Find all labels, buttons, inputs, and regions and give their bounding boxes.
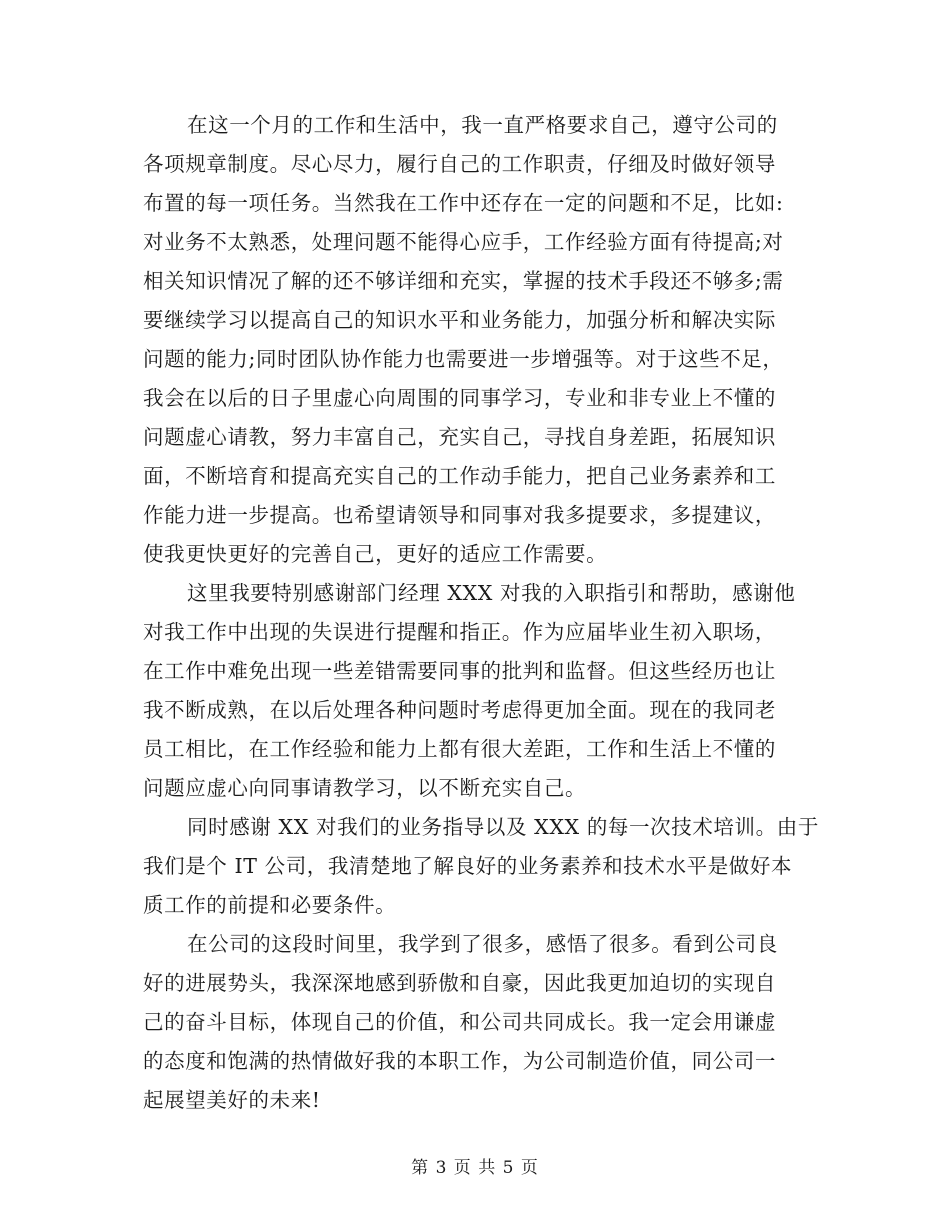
paragraph-line: 这里我要特别感谢部门经理 XXX 对我的入职指引和帮助，感谢他 <box>187 581 796 605</box>
paragraph-line: 员工相比，在工作经验和能力上都有很大差距，工作和生活上不懂的 <box>143 737 776 761</box>
paragraph-line: 对我工作中出现的失误进行提醒和指正。作为应届毕业生初入职场， <box>143 620 776 644</box>
paragraph-line: 在工作中难免出现一些差错需要同事的批判和监督。但这些经历也让 <box>143 659 776 683</box>
paragraph-1 <box>143 106 808 574</box>
paragraph-line: 使我更快更好的完善自己，更好的适应工作需要。 <box>143 542 608 566</box>
paragraph-line: 问题的能力;同时团队协作能力也需要进一步增强等。对于这些不足， <box>143 347 784 371</box>
paragraph-line: 布置的每一项任务。当然我在工作中还存在一定的问题和不足，比如: <box>143 191 784 215</box>
paragraph-line: 在这一个月的工作和生活中，我一直严格要求自己，遵守公司的 <box>187 113 778 137</box>
paragraph-line: 质工作的前提和必要条件。 <box>143 893 397 917</box>
paragraph-line: 问题应虚心向同事请教学习，以不断充实自己。 <box>143 776 587 800</box>
document-body <box>143 106 819 1120</box>
paragraph-line: 起展望美好的未来! <box>143 1088 321 1112</box>
paragraph-line: 的态度和饱满的热情做好我的本职工作，为公司制造价值，同公司一 <box>143 1049 776 1073</box>
paragraph-line: 相关知识情况了解的还不够详细和充实，掌握的技术手段还不够多;需 <box>143 269 784 293</box>
paragraph-line: 我们是个 IT 公司，我清楚地了解良好的业务素养和技术水平是做好本 <box>143 854 793 878</box>
paragraph-line: 各项规章制度。尽心尽力，履行自己的工作职责，仔细及时做好领导 <box>143 152 776 176</box>
paragraph-4 <box>143 925 808 1120</box>
paragraph-line: 在公司的这段时间里，我学到了很多，感悟了很多。看到公司良 <box>187 932 778 956</box>
paragraph-line: 同时感谢 XX 对我们的业务指导以及 XXX 的每一次技术培训。由于 <box>187 815 819 839</box>
page-number-footer: 第 3 页 共 5 页 <box>411 1158 539 1178</box>
paragraph-2 <box>143 574 808 808</box>
paragraph-line: 要继续学习以提高自己的知识水平和业务能力，加强分析和解决实际 <box>143 308 776 332</box>
paragraph-3 <box>143 808 819 925</box>
paragraph-line: 问题虚心请教，努力丰富自己，充实自己，寻找自身差距，拓展知识 <box>143 425 776 449</box>
paragraph-line: 好的进展势头，我深深地感到骄傲和自豪，因此我更加迫切的实现自 <box>143 971 776 995</box>
paragraph-line: 作能力进一步提高。也希望请领导和同事对我多提要求，多提建议， <box>143 503 776 527</box>
paragraph-line: 我会在以后的日子里虚心向周围的同事学习，专业和非专业上不懂的 <box>143 386 776 410</box>
paragraph-line: 对业务不太熟悉，处理问题不能得心应手，工作经验方面有待提高;对 <box>143 230 784 254</box>
paragraph-line: 面，不断培育和提高充实自己的工作动手能力，把自己业务素养和工 <box>143 464 776 488</box>
paragraph-line: 我不断成熟，在以后处理各种问题时考虑得更加全面。现在的我同老 <box>143 698 776 722</box>
paragraph-line: 己的奋斗目标，体现自己的价值，和公司共同成长。我一定会用谦虚 <box>143 1010 776 1034</box>
